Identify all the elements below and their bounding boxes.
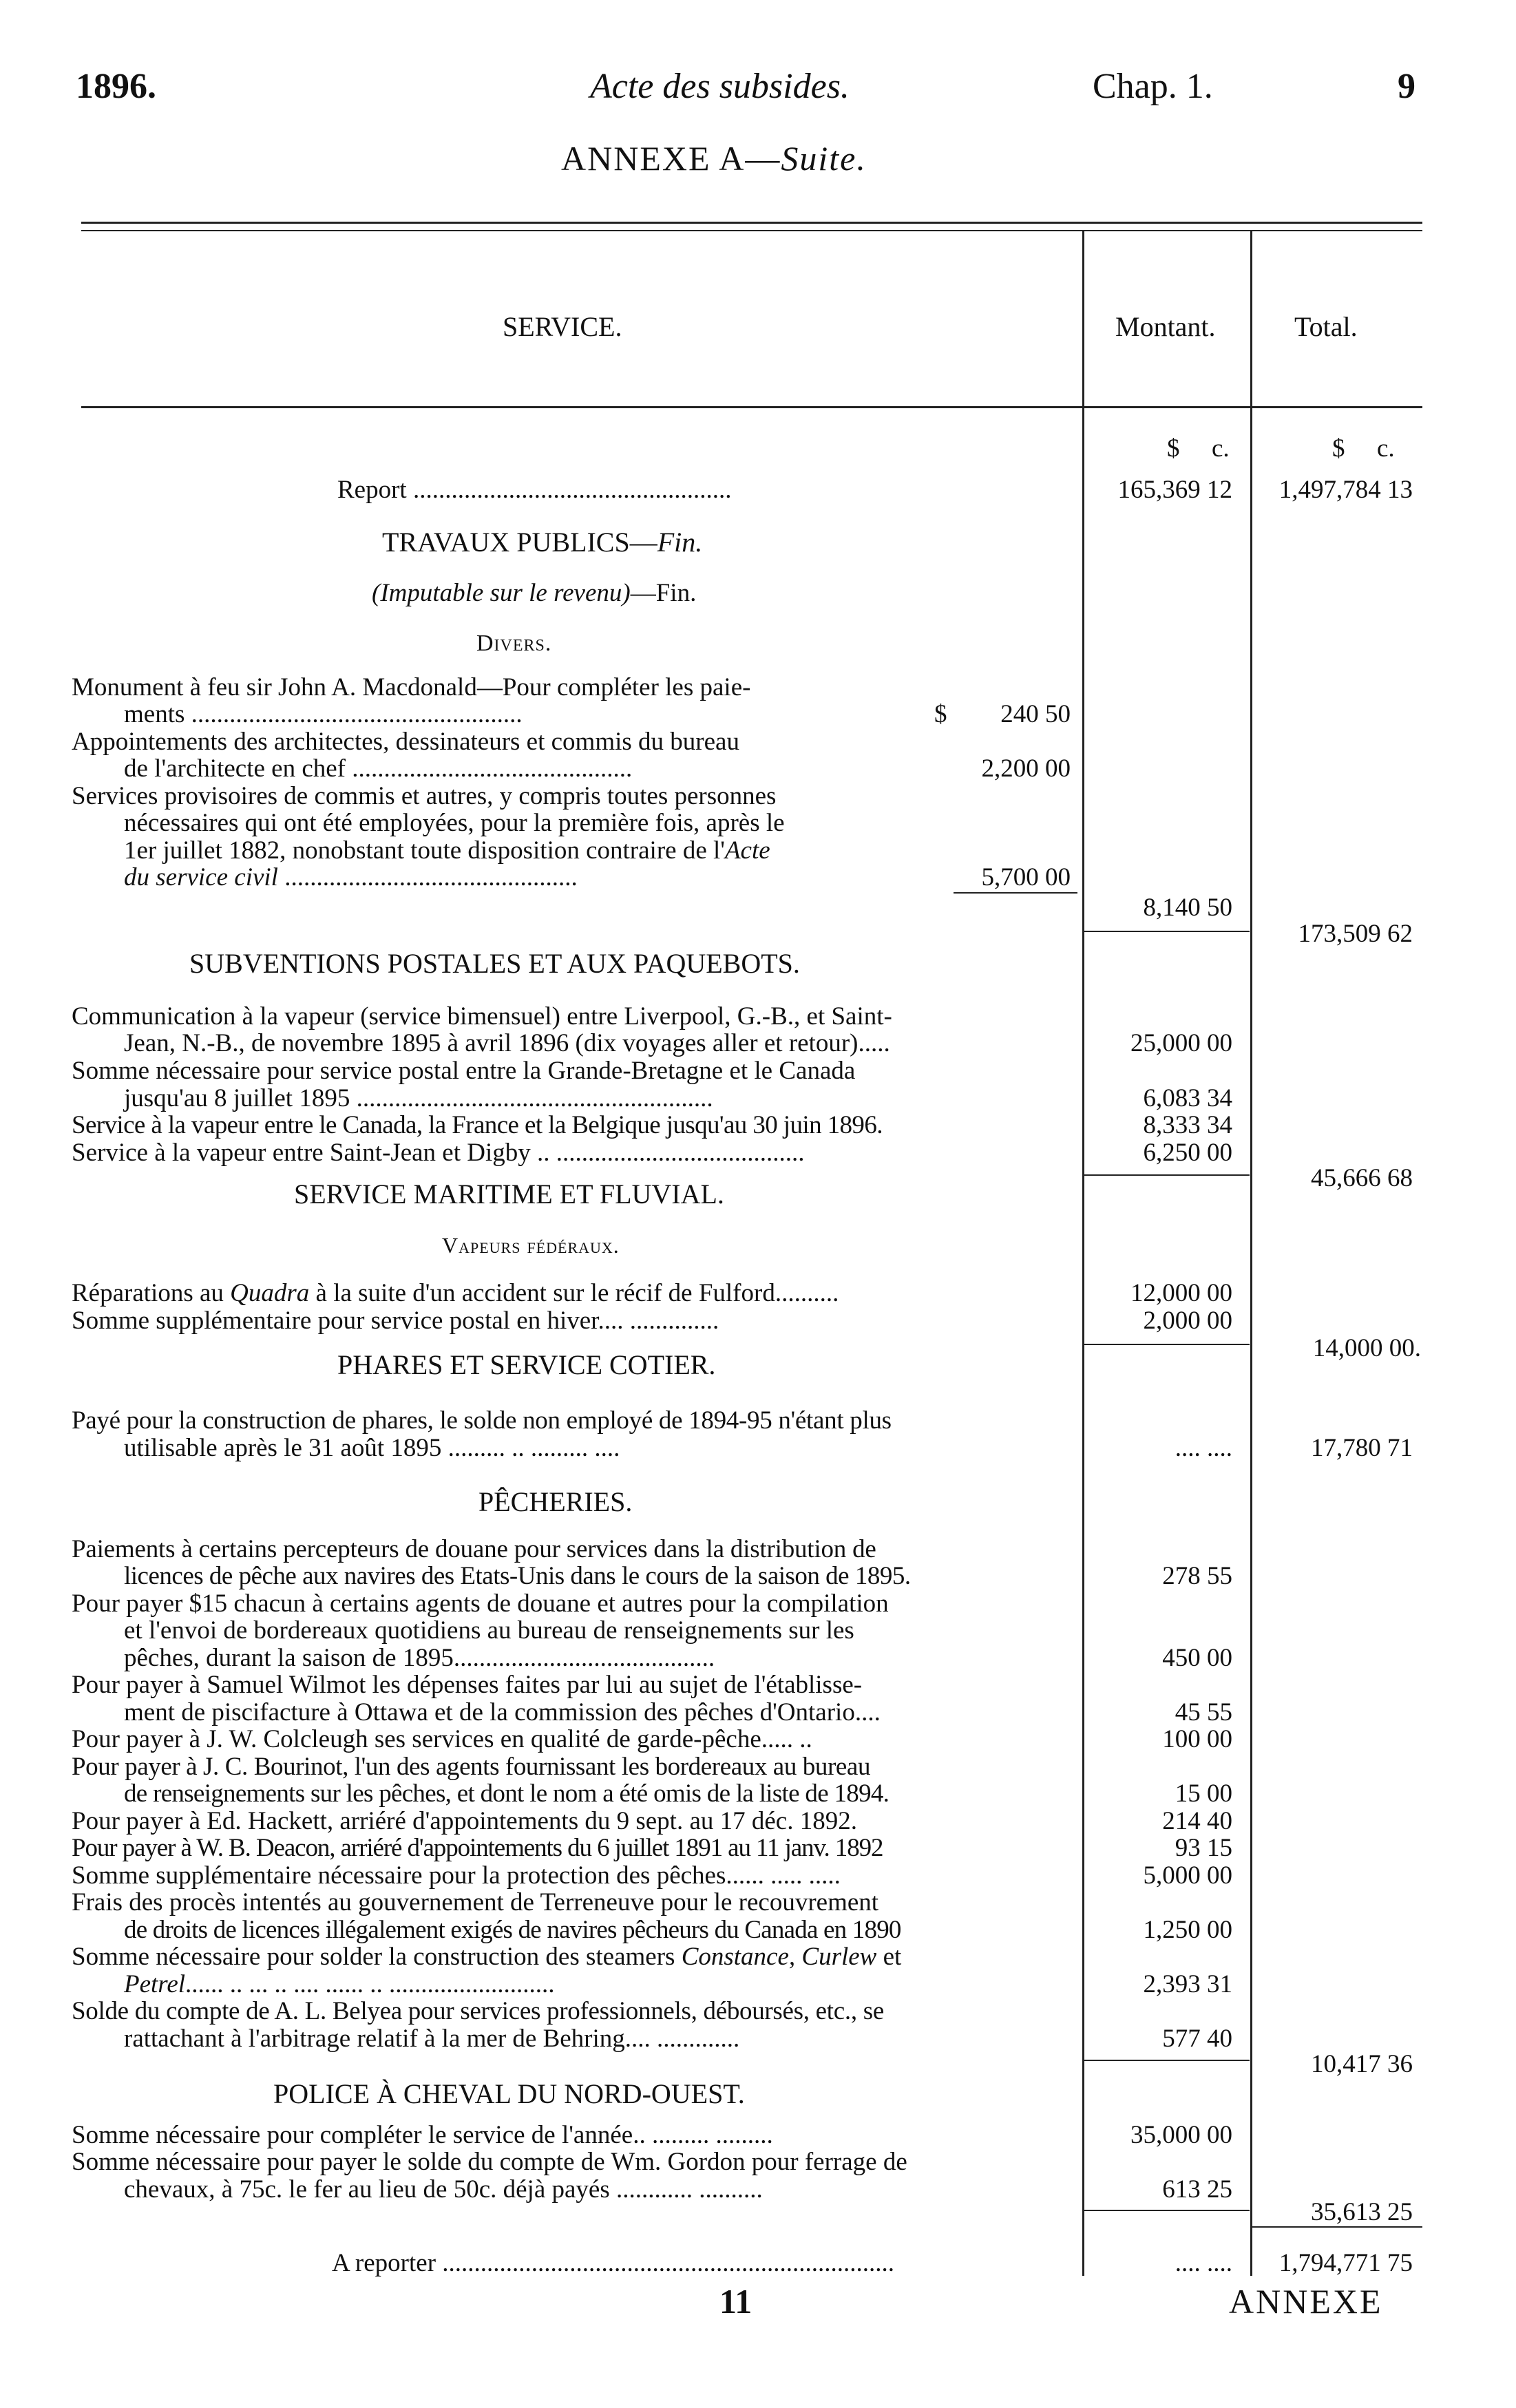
pecheries-line-13-text: Somme supplémentaire nécessaire pour la protection des pêches: [72, 1861, 726, 1890]
phares-line-2: utilisable après le 31 août 1895 ......... .. ......... ....: [124, 1434, 620, 1462]
travaux-sub-amount-1: 240 50: [1000, 700, 1071, 728]
pecheries-amount-11: 577 40: [1162, 2025, 1232, 2053]
subventions-line-4-text: jusqu'au 8 juillet 1895: [124, 1084, 350, 1112]
pecheries-line-4: et l'envoi de bordereaux quotidiens au bureau de renseignements sur les: [124, 1616, 854, 1645]
maritime-line-1-post: à la suite d'un accident sur le récif de Fulford: [309, 1279, 775, 1307]
pecheries-line-12: Pour payer à W. B. Deacon, arriéré d'appointements du 6 juillet 1891 au 11 janv. 1892: [72, 1834, 883, 1862]
pecheries-line-19: rattachant à l'arbitrage relatif à la mer de Behring.... .............: [124, 2025, 740, 2053]
subventions-total: 45,666 68: [1311, 1164, 1413, 1192]
pecheries-line-16-text: Somme nécessaire pour solder la construction des steamers: [72, 1943, 682, 1971]
phares-title: PHARES ET SERVICE COTIER.: [337, 1349, 716, 1380]
phares-total: 17,780 71: [1311, 1434, 1413, 1462]
subventions-amount-4: 6,250 00: [1143, 1139, 1232, 1167]
travaux-title: [382, 529, 702, 556]
travaux-line-3: Appointements des architectes, dessinateurs et commis du bureau: [72, 728, 739, 756]
subventions-title: SUBVENTIONS POSTALES ET AUX PAQUEBOTS.: [189, 948, 800, 979]
subventions-amount-1: 25,000 00: [1130, 1029, 1232, 1057]
column-header-montant: Montant.: [1115, 311, 1216, 342]
travaux-title-fin: Fin.: [657, 527, 703, 558]
header-year: 1896.: [76, 67, 156, 106]
pecheries-line-17-ship: Petrel: [124, 1970, 186, 1998]
maritime-amount-1: 12,000 00: [1130, 1279, 1232, 1307]
subventions-line-6: Service à la vapeur entre Saint-Jean et Digby .. .......................................: [72, 1139, 805, 1167]
travaux-montant: 8,140 50: [1143, 894, 1232, 922]
phares-montant: .... ....: [1175, 1434, 1232, 1462]
pecheries-amount-6: 214 40: [1162, 1807, 1232, 1835]
header-bottom-rule: [81, 406, 1422, 408]
pecheries-amount-10: 2,393 31: [1143, 1970, 1232, 1998]
travaux-total: 173,509 62: [1298, 920, 1413, 948]
pecheries-total: 10,417 36: [1311, 2050, 1413, 2078]
travaux-imputable-fin: —Fin.: [630, 579, 697, 607]
phares-line-1: Payé pour la construction de phares, le solde non employé de 1894-95 n'étant plus: [72, 1406, 892, 1435]
column-divider-2: [1250, 231, 1252, 2276]
pecheries-line-5: pêches, durant la saison de 1895.........................................: [124, 1644, 715, 1672]
travaux-montant-rule: [1084, 931, 1250, 932]
pecheries-line-2: licences de pêche aux navires des Etats-Unis dans le cours de la saison de 1895.: [124, 1562, 911, 1590]
maritime-line-1-ship: Quadra: [230, 1279, 310, 1307]
pecheries-title: PÊCHERIES.: [478, 1486, 633, 1517]
bottom-rule-total: [1252, 2226, 1422, 2228]
report-total: 1,497,784 13: [1278, 476, 1413, 504]
phares-line-2-text: utilisable après le 31 août 1895: [124, 1434, 442, 1462]
subventions-line-3: Somme nécessaire pour service postal entre la Grande-Bretagne et le Canada: [72, 1057, 856, 1085]
travaux-sub-amount-3: 5,700 00: [981, 863, 1071, 891]
police-line-1: Somme nécessaire pour compléter le service de l'année.. ......... .........: [72, 2121, 773, 2149]
travaux-sub-amount-2: 2,200 00: [981, 754, 1071, 783]
pecheries-amount-5: 15 00: [1175, 1779, 1232, 1808]
footer-signature: 11: [719, 2282, 752, 2321]
maritime-line-1: Réparations au Quadra à la suite d'un accident sur le récif de Fulford..........: [72, 1279, 839, 1307]
pecheries-line-19-text: rattachant à l'arbitrage relatif à la mer de Behring: [124, 2025, 625, 2053]
maritime-rule: [1084, 1344, 1250, 1345]
pecheries-amount-8: 5,000 00: [1143, 1861, 1232, 1890]
travaux-sub-rule: [954, 892, 1077, 894]
police-line-1-text: Somme nécessaire pour compléter le service de l'année: [72, 2121, 633, 2149]
table-top-rule-2: [81, 230, 1422, 231]
subventions-rule: [1084, 1174, 1250, 1176]
travaux-line-1: Monument à feu sir John A. Macdonald—Pour compléter les paie-: [72, 673, 751, 701]
pecheries-line-9: Pour payer à J. C. Bourinot, l'un des agents fournissant les bordereaux au bureau: [72, 1753, 871, 1781]
unit-cents-total: c.: [1377, 434, 1395, 463]
travaux-line-6: nécessaires qui ont été employées, pour la première fois, après le: [124, 809, 785, 837]
police-line-2: Somme nécessaire pour payer le solde du compte de Wm. Gordon pour ferrage de: [72, 2148, 907, 2176]
travaux-line-5: Services provisoires de commis et autres, y compris toutes personnes: [72, 782, 777, 810]
travaux-line-7-acte: Acte: [724, 836, 770, 865]
pecheries-amount-3: 45 55: [1175, 1698, 1232, 1726]
maritime-amount-2: 2,000 00: [1143, 1307, 1232, 1335]
pecheries-line-10: de renseignements sur les pêches, et dont le nom a été omis de la liste de 1894.: [124, 1779, 889, 1808]
police-amount-2: 613 25: [1162, 2175, 1232, 2204]
pecheries-line-18: Solde du compte de A. L. Belyea pour services professionnels, déboursés, etc., se: [72, 1997, 884, 2025]
travaux-sub-dollar: $: [934, 700, 947, 728]
pecheries-line-15: de droits de licences illégalement exigés de navires pêcheurs du Canada en 1890: [124, 1916, 901, 1944]
header-chapter: Chap. 1.: [1093, 67, 1213, 106]
maritime-subtitle: Vapeurs fédéraux.: [442, 1233, 620, 1258]
subventions-line-4: jusqu'au 8 juillet 1895 ........................................................: [124, 1084, 713, 1112]
police-rule: [1084, 2210, 1250, 2211]
maritime-line-2: Somme supplémentaire pour service postal en hiver.... ..............: [72, 1307, 719, 1335]
pecheries-line-14: Frais des procès intentés au gouvernement de Terreneuve pour le recouvrement: [72, 1888, 879, 1916]
pecheries-line-3: Pour payer $15 chacun à certains agents de douane et autres pour la compilation: [72, 1590, 889, 1618]
pecheries-line-17: Petrel...... .. ... .. .... ...... .. ..........................: [124, 1970, 555, 1998]
maritime-total: 14,000 00.: [1312, 1334, 1421, 1362]
pecheries-line-8-text: Pour payer à J. W. Colcleugh ses services en qualité de garde-pêche: [72, 1725, 761, 1753]
subventions-amount-2: 6,083 34: [1143, 1084, 1232, 1112]
travaux-line-7-text: 1er juillet 1882, nonobstant toute disposition contraire de l': [124, 836, 725, 865]
travaux-line-2: ments ....................................................: [124, 700, 523, 728]
column-divider-1: [1082, 231, 1084, 2276]
travaux-line-4-text: de l'architecte en chef: [124, 754, 346, 783]
column-header-total: Total.: [1294, 311, 1358, 342]
travaux-line-8: du service civil ..............................................: [124, 863, 578, 891]
subventions-line-1: Communication à la vapeur (service bimensuel) entre Liverpool, G.-B., et Saint-: [72, 1002, 892, 1031]
pecheries-rule: [1084, 2060, 1250, 2061]
pecheries-line-1: Paiements à certains percepteurs de douane pour services dans la distribution de: [72, 1535, 876, 1563]
header-title: Acte des subsides.: [590, 67, 850, 106]
annexe-title-main: ANNEXE A—: [561, 139, 781, 178]
unit-dollar-total: $: [1332, 434, 1345, 463]
pecheries-amount-2: 450 00: [1162, 1644, 1232, 1672]
travaux-divers: Divers.: [476, 631, 552, 656]
pecheries-line-16-et: et: [876, 1943, 902, 1971]
pecheries-amount-1: 278 55: [1162, 1562, 1232, 1590]
pecheries-line-13: Somme supplémentaire nécessaire pour la protection des pêches...... ..... .....: [72, 1861, 841, 1890]
pecheries-amount-9: 1,250 00: [1143, 1916, 1232, 1944]
travaux-line-4: de l'architecte en chef ............................................: [124, 754, 633, 783]
police-line-3-text: chevaux, à 75c. le fer au lieu de 50c. déjà payés: [124, 2175, 610, 2204]
report-label-text: Report: [337, 476, 407, 504]
subventions-line-6-text: Service à la vapeur entre Saint-Jean et Digby: [72, 1139, 531, 1167]
report-montant: 165,369 12: [1117, 476, 1232, 504]
unit-cents-montant: c.: [1212, 434, 1230, 463]
pecheries-line-8: Pour payer à J. W. Colcleugh ses services en qualité de garde-pêche..... ..: [72, 1725, 812, 1753]
footer-next-annexe: ANNEXE: [1229, 2282, 1383, 2321]
table-top-rule: [81, 222, 1422, 224]
reporter-label-text: A reporter: [332, 2249, 436, 2277]
header-page-number: 9: [1398, 67, 1415, 106]
annexe-title-suite: Suite.: [781, 139, 867, 178]
police-line-3: chevaux, à 75c. le fer au lieu de 50c. déjà payés ............ ..........: [124, 2175, 763, 2204]
travaux-line-2-text: ments: [124, 700, 185, 728]
travaux-imputable: [372, 580, 696, 606]
travaux-imputable-text: (Imputable sur le revenu): [372, 579, 631, 607]
police-total: 35,613 25: [1311, 2198, 1413, 2226]
maritime-title: SERVICE MARITIME ET FLUVIAL.: [294, 1179, 724, 1210]
pecheries-line-5-text: pêches, durant la saison de 1895: [124, 1644, 454, 1672]
pecheries-amount-7: 93 15: [1175, 1834, 1232, 1862]
annexe-title: [561, 141, 867, 176]
reporter-total: 1,794,771 75: [1278, 2249, 1413, 2277]
subventions-amount-3: 8,333 34: [1143, 1111, 1232, 1139]
unit-dollar-montant: $: [1167, 434, 1180, 463]
subventions-line-5: Service à la vapeur entre le Canada, la France et la Belgique jusqu'au 30 juin 1896.: [72, 1111, 883, 1139]
maritime-line-2-text: Somme supplémentaire pour service postal en hiver: [72, 1307, 598, 1335]
police-title: POLICE À CHEVAL DU NORD-OUEST.: [273, 2078, 745, 2109]
pecheries-line-6: Pour payer à Samuel Wilmot les dépenses faites par lui au sujet de l'établisse-: [72, 1671, 863, 1699]
report-label: Report ..................................................: [337, 476, 732, 504]
police-amount-1: 35,000 00: [1130, 2121, 1232, 2149]
pecheries-line-7-text: ment de piscifacture à Ottawa et de la commission des pêches d'Ontario: [124, 1698, 855, 1726]
travaux-line-7: [124, 838, 770, 863]
pecheries-line-16-ships: Constance, Curlew: [681, 1943, 877, 1971]
pecheries-line-7: ment de piscifacture à Ottawa et de la commission des pêches d'Ontario....: [124, 1698, 881, 1726]
column-header-service: SERVICE.: [503, 311, 622, 342]
travaux-title-text: TRAVAUX PUBLICS—: [382, 527, 657, 558]
pecheries-amount-4: 100 00: [1162, 1725, 1232, 1753]
pecheries-line-16: [72, 1944, 901, 1969]
subventions-line-2-text: Jean, N.-B., de novembre 1895 à avril 1896 (dix voyages aller et retour): [124, 1029, 859, 1057]
reporter-montant: .... ....: [1175, 2249, 1232, 2277]
subventions-line-2: Jean, N.-B., de novembre 1895 à avril 1896 (dix voyages aller et retour).....: [124, 1029, 890, 1057]
pecheries-line-11: Pour payer à Ed. Hackett, arriéré d'appointements du 9 sept. au 17 déc. 1892.: [72, 1807, 857, 1835]
travaux-line-8-text: du service civil: [124, 863, 278, 891]
maritime-line-1-pre: Réparations au: [72, 1279, 231, 1307]
reporter-label: A reporter .......................................................................: [332, 2249, 895, 2277]
